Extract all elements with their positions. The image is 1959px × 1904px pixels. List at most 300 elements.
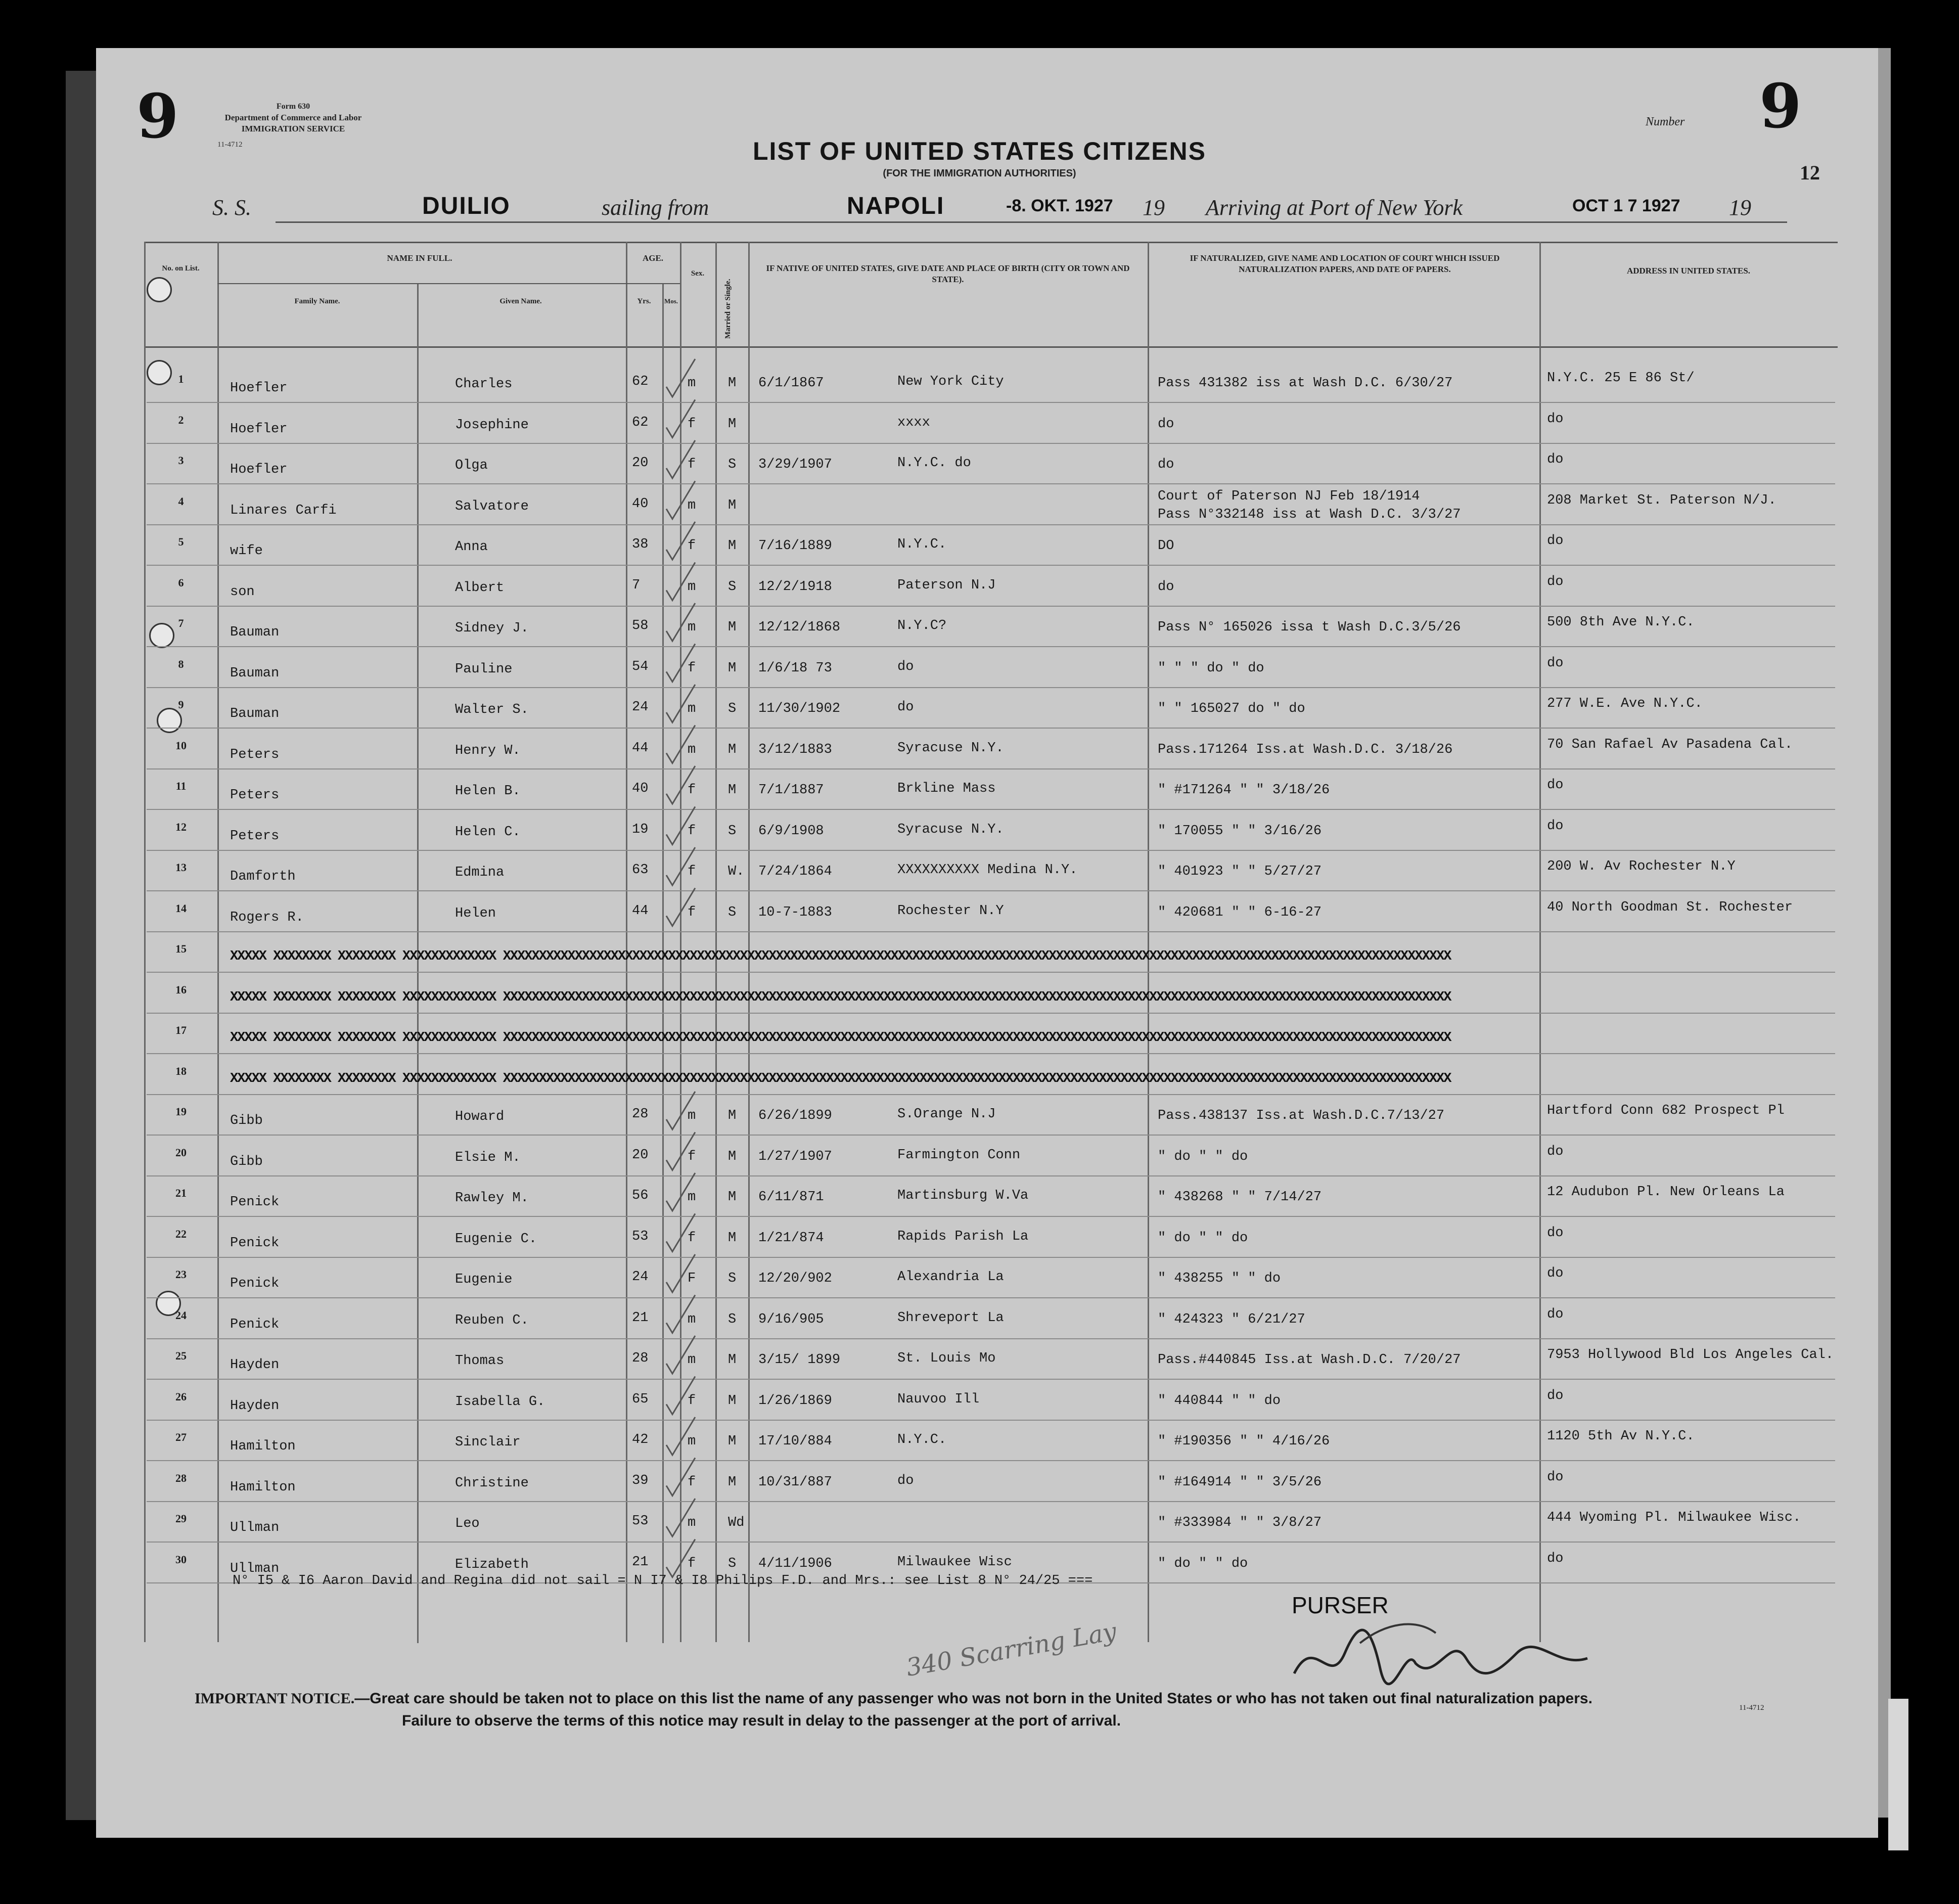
family-name: Peters (230, 788, 280, 803)
age-years: 58 (632, 618, 649, 633)
us-address: do (1547, 533, 1564, 549)
row-number: 6 (178, 576, 184, 589)
row-rule (147, 1460, 1835, 1461)
page-subtitle: (FOR THE IMMIGRATION AUTHORITIES) (883, 168, 1076, 179)
given-name: Helen B. (455, 784, 521, 799)
marital-status: M (728, 1434, 737, 1449)
marital-status: S (728, 457, 737, 472)
col-header-native: IF NATIVE OF UNITED STATES, GIVE DATE AND PLACE OF BIRTH (CITY OR TOWN AND STATE). (766, 263, 1130, 284)
us-address: 208 Market St. Paterson N/J. (1547, 492, 1776, 508)
age-years: 24 (632, 1270, 649, 1285)
us-address: do (1547, 1551, 1564, 1566)
year-suffix: 19 (1143, 195, 1165, 220)
marital-status: M (728, 620, 737, 635)
age-years: 40 (632, 496, 649, 512)
naturalization-info: Pass 431382 iss at Wash D.C. 6/30/27 (1158, 376, 1453, 391)
sex: f (688, 823, 696, 839)
naturalization-info: Pass N°332148 iss at Wash D.C. 3/3/27 (1158, 507, 1461, 522)
punch-hole (147, 277, 172, 302)
marital-status: M (728, 1393, 737, 1409)
row-rule (147, 728, 1835, 729)
sex: f (688, 416, 696, 432)
marital-status: S (728, 823, 737, 839)
birth-place: S.Orange N.J (897, 1107, 996, 1122)
us-address: 500 8th Ave N.Y.C. (1547, 615, 1695, 630)
marital-status: Wd (728, 1515, 745, 1530)
given-name: Edmina (455, 865, 505, 880)
page-edge-lower (1888, 1699, 1908, 1850)
naturalization-info: Pass.438137 Iss.at Wash.D.C.7/13/27 (1158, 1108, 1445, 1123)
given-name: Christine (455, 1475, 529, 1491)
us-address: do (1547, 655, 1564, 671)
us-address: 70 San Rafael Av Pasadena Cal. (1547, 737, 1793, 752)
naturalization-info: " #190356 " " 4/16/26 (1158, 1434, 1330, 1449)
sex: f (688, 538, 696, 554)
struck-row: XXXXX XXXXXXXX XXXXXXXX XXXXXXXXXXXXX XXXXXXXXXXXXXXXXXXXXXXXXXXXXXXXXXXXXXXXXXXXXXXXXXXXXXXXXXXXXXXXXXXXXXXXXXXXXXXXXXXXXXXXXXXXXXXXXXXXXXXXXXXXXXXXXXXXXXXXXXXXXXXXXXXXX (230, 949, 1451, 964)
naturalization-info: " 420681 " " 6-16-27 (1158, 904, 1322, 920)
family-name: Bauman (230, 665, 280, 681)
row-rule (147, 565, 1835, 566)
row-number: 10 (175, 739, 187, 752)
birth-date: 10-7-1883 (758, 904, 832, 920)
given-name: Anna (455, 539, 488, 555)
row-rule (147, 606, 1835, 607)
row-rule (147, 402, 1835, 403)
pencil-note: 340 Scarring Lay (904, 1617, 1119, 1683)
row-number: 20 (175, 1146, 187, 1159)
ss-label: S. S. (212, 195, 251, 220)
birth-date: 1/27/1907 (758, 1149, 832, 1164)
binding-strip (66, 71, 96, 1820)
col-rule (1539, 242, 1541, 1642)
given-name: Albert (455, 580, 505, 596)
page-number: 12 (1800, 161, 1820, 184)
naturalization-info: Pass.171264 Iss.at Wash.D.C. 3/18/26 (1158, 742, 1453, 757)
age-years: 44 (632, 740, 649, 756)
us-address: N.Y.C. 25 E 86 St/ (1547, 371, 1695, 386)
row-rule (147, 768, 1835, 769)
birth-place: Syracuse N.Y. (897, 740, 1004, 756)
birth-place: Paterson N.J (897, 577, 996, 593)
row-number: 19 (175, 1105, 187, 1118)
row-rule (147, 483, 1835, 484)
us-address: do (1547, 411, 1564, 427)
row-number: 30 (175, 1553, 187, 1566)
given-name: Walter S. (455, 702, 529, 717)
us-address: 7953 Hollywood Bld Los Angeles Cal. (1547, 1347, 1834, 1363)
table-header-rule (144, 346, 1838, 348)
birth-place: Shreveport La (897, 1310, 1004, 1326)
list-number-right: 9 (1759, 71, 1802, 142)
birth-place: N.Y.C. (897, 1432, 947, 1447)
row-rule (147, 1338, 1835, 1339)
birth-date: 3/29/1907 (758, 457, 832, 472)
us-address: Hartford Conn 682 Prospect Pl (1547, 1103, 1785, 1118)
given-name: Henry W. (455, 743, 521, 758)
col-rule (217, 242, 219, 1642)
purser-signature (1284, 1613, 1598, 1699)
sex: m (688, 1190, 696, 1205)
us-address: do (1547, 1469, 1564, 1485)
us-address: 1120 5th Av N.Y.C. (1547, 1429, 1695, 1444)
birth-date: 6/26/1899 (758, 1108, 832, 1123)
naturalization-info: " do " " do (1158, 1230, 1248, 1246)
sex: m (688, 376, 696, 391)
birth-date: 12/12/1868 (758, 620, 841, 635)
family-name: Hamilton (230, 1479, 296, 1495)
us-address: 277 W.E. Ave N.Y.C. (1547, 696, 1703, 711)
col-rule (748, 242, 750, 1642)
given-name: Josephine (455, 417, 529, 433)
birth-place: Farmington Conn (897, 1147, 1021, 1163)
family-name: Peters (230, 828, 280, 844)
form-line: IMMIGRATION SERVICE (241, 124, 345, 133)
form-line: Department of Commerce and Labor (224, 113, 362, 122)
page-title: LIST OF UNITED STATES CITIZENS (752, 137, 1207, 165)
family-name: Penick (230, 1276, 280, 1291)
birth-date: 4/11/1906 (758, 1556, 832, 1571)
given-name: Isabella G. (455, 1394, 545, 1410)
family-name: Damforth (230, 869, 296, 884)
footnote: N° I5 & I6 Aaron David and Regina did not sail = N I7 & I8 Philips F.D. and Mrs.: see List 8 N° 24/25 === (233, 1573, 1093, 1589)
ship-name: DUILIO (422, 193, 511, 219)
naturalization-info: Pass.#440845 Iss.at Wash.D.C. 7/20/27 (1158, 1352, 1461, 1368)
birth-date: 1/6/18 73 (758, 660, 832, 676)
naturalization-info: " #333984 " " 3/8/27 (1158, 1515, 1322, 1530)
marital-status: S (728, 904, 737, 920)
row-number: 2 (178, 413, 184, 426)
notice-text-2: Failure to observe the terms of this notice may result in delay to the passenger at the port of arrival. (402, 1712, 1121, 1729)
marital-status: M (728, 1108, 737, 1123)
us-address: do (1547, 1225, 1564, 1241)
row-number: 18 (175, 1064, 187, 1077)
age-years: 62 (632, 374, 649, 389)
row-rule (147, 687, 1835, 688)
sex: m (688, 1434, 696, 1449)
birth-date: 10/31/887 (758, 1474, 832, 1490)
age-years: 28 (632, 1107, 649, 1122)
row-number: 9 (178, 698, 184, 711)
col-header-naturalized: IF NATURALIZED, GIVE NAME AND LOCATION OF COURT WHICH ISSUED NATURALIZATION PAPERS, AND DATE OF PAPERS. (1190, 253, 1500, 274)
birth-date: 6/11/871 (758, 1190, 824, 1205)
marital-status: M (728, 1149, 737, 1164)
marital-status: S (728, 1271, 737, 1286)
row-number: 12 (175, 820, 187, 833)
row-rule (147, 1257, 1835, 1258)
family-name: son (230, 584, 255, 600)
birth-place: Nauvoo Ill (897, 1391, 980, 1407)
birth-date: 7/16/1889 (758, 538, 832, 554)
us-address: do (1547, 818, 1564, 834)
naturalization-info: " 424323 " 6/21/27 (1158, 1311, 1305, 1327)
family-name: Hoefler (230, 381, 288, 396)
given-name: Reuben C. (455, 1312, 529, 1328)
arrival-date-stamp: OCT 1 7 1927 (1572, 196, 1680, 215)
birth-place: do (897, 1473, 914, 1488)
row-rule (147, 1542, 1835, 1543)
given-name: Thomas (455, 1353, 505, 1369)
sex: f (688, 864, 696, 879)
year-suffix: 19 (1729, 195, 1751, 220)
sex: m (688, 579, 696, 595)
naturalization-info: " " 165027 do " do (1158, 701, 1305, 716)
marital-status: M (728, 1230, 737, 1246)
form-line: Form 630 (276, 102, 310, 111)
row-number: 14 (175, 901, 187, 915)
family-name: Gibb (230, 1113, 263, 1128)
us-address: do (1547, 1306, 1564, 1322)
given-name: Helen (455, 905, 496, 921)
naturalization-info: " 438268 " " 7/14/27 (1158, 1190, 1322, 1205)
family-name: Peters (230, 747, 280, 762)
marital-status: M (728, 416, 737, 432)
naturalization-info: " " " do " do (1158, 660, 1264, 676)
birth-date: 9/16/905 (758, 1311, 824, 1327)
birth-date: 6/1/1867 (758, 376, 824, 391)
row-number: 17 (175, 1024, 187, 1036)
age-years: 21 (632, 1554, 649, 1570)
name-age-subrule (217, 283, 680, 284)
sex: f (688, 1393, 696, 1409)
age-years: 39 (632, 1473, 649, 1488)
birth-place: Alexandria La (897, 1270, 1004, 1285)
col-header-married: Married or Single. (724, 279, 732, 339)
given-name: Helen C. (455, 824, 521, 840)
row-rule (147, 1216, 1835, 1217)
given-name: Eugenie C. (455, 1231, 537, 1247)
us-address: do (1547, 452, 1564, 467)
birth-place: St. Louis Mo (897, 1351, 996, 1366)
naturalization-info: " 401923 " " 5/27/27 (1158, 864, 1322, 879)
marital-status: S (728, 1311, 737, 1327)
given-name: Rawley M. (455, 1191, 529, 1206)
given-name: Pauline (455, 661, 513, 677)
punch-hole (157, 708, 182, 733)
marital-status: M (728, 497, 737, 513)
us-address: 12 Audubon Pl. New Orleans La (1547, 1185, 1785, 1200)
birth-date: 12/2/1918 (758, 579, 832, 595)
col-header-age: AGE. (642, 253, 664, 263)
ship-line-rule (276, 221, 1787, 223)
struck-row: XXXXX XXXXXXXX XXXXXXXX XXXXXXXXXXXXX XXXXXXXXXXXXXXXXXXXXXXXXXXXXXXXXXXXXXXXXXXXXXXXXXXXXXXXXXXXXXXXXXXXXXXXXXXXXXXXXXXXXXXXXXXXXXXXXXXXXXXXXXXXXXXXXXXXXXXXXXXXXXXXXXXXX (230, 989, 1451, 1005)
row-number: 26 (175, 1390, 187, 1403)
family-name: Ullman (230, 1520, 280, 1535)
birth-date: 7/1/1887 (758, 783, 824, 798)
table-top-rule (144, 242, 1838, 243)
birth-date: 17/10/884 (758, 1434, 832, 1449)
row-number: 24 (175, 1308, 187, 1322)
age-years: 65 (632, 1391, 649, 1407)
row-rule (147, 931, 1835, 932)
family-name: Hayden (230, 1398, 280, 1414)
row-number: 3 (178, 454, 184, 467)
col-header-name: NAME IN FULL. (387, 253, 452, 263)
col-header-no: No. on List. (162, 264, 200, 273)
sex: m (688, 497, 696, 513)
sex: f (688, 1230, 696, 1246)
age-years: 20 (632, 456, 649, 471)
age-years: 28 (632, 1351, 649, 1366)
family-name: wife (230, 543, 263, 559)
sex: m (688, 1311, 696, 1327)
struck-row: XXXXX XXXXXXXX XXXXXXXX XXXXXXXXXXXXX XXXXXXXXXXXXXXXXXXXXXXXXXXXXXXXXXXXXXXXXXXXXXXXXXXXXXXXXXXXXXXXXXXXXXXXXXXXXXXXXXXXXXXXXXXXXXXXXXXXXXXXXXXXXXXXXXXXXXXXXXXXXXXXXXXXX (230, 1030, 1451, 1046)
age-years: 20 (632, 1147, 649, 1163)
marital-status: M (728, 1190, 737, 1205)
family-name: Bauman (230, 706, 280, 721)
birth-date: 12/20/902 (758, 1271, 832, 1286)
age-years: 21 (632, 1310, 649, 1326)
list-number-left: 9 (136, 81, 179, 152)
birth-place: N.Y.C. (897, 537, 947, 552)
given-name: Elsie M. (455, 1150, 521, 1165)
row-number: 13 (175, 861, 187, 874)
marital-status: M (728, 742, 737, 757)
marital-status: M (728, 783, 737, 798)
birth-place: xxxx (897, 415, 930, 430)
birth-place: Milwaukee Wisc (897, 1554, 1012, 1570)
us-address: do (1547, 1388, 1564, 1403)
naturalization-info: " #171264 " " 3/18/26 (1158, 783, 1330, 798)
birth-place: do (897, 700, 914, 715)
row-rule (147, 809, 1835, 810)
row-number: 23 (175, 1268, 187, 1281)
col-header-yrs: Yrs. (637, 297, 651, 305)
age-years: 53 (632, 1514, 649, 1529)
age-years: 56 (632, 1188, 649, 1203)
row-number: 15 (175, 942, 187, 955)
row-rule (147, 850, 1835, 851)
birth-place: Rochester N.Y (897, 903, 1004, 919)
row-rule (147, 443, 1835, 444)
us-address: do (1547, 1144, 1564, 1159)
purser-label: PURSER (1292, 1592, 1389, 1618)
row-rule (147, 524, 1835, 525)
naturalization-info: do (1158, 416, 1174, 432)
birth-place: Rapids Parish La (897, 1229, 1029, 1244)
col-rule (144, 242, 146, 1642)
age-years: 54 (632, 659, 649, 674)
family-name: Penick (230, 1195, 280, 1210)
family-name: Penick (230, 1317, 280, 1332)
row-rule (147, 890, 1835, 891)
row-number: 25 (175, 1349, 187, 1362)
birth-date: 7/24/1864 (758, 864, 832, 879)
row-rule (147, 1379, 1835, 1380)
birth-place: Brkline Mass (897, 781, 996, 796)
family-name: Hoefler (230, 421, 288, 437)
col-header-address: ADDRESS IN UNITED STATES. (1626, 266, 1751, 276)
us-address: do (1547, 574, 1564, 590)
family-name: Hoefler (230, 462, 288, 477)
sex: f (688, 457, 696, 472)
birth-place: Syracuse N.Y. (897, 822, 1004, 837)
struck-row: XXXXX XXXXXXXX XXXXXXXX XXXXXXXXXXXXX XXXXXXXXXXXXXXXXXXXXXXXXXXXXXXXXXXXXXXXXXXXXXXXXXXXXXXXXXXXXXXXXXXXXXXXXXXXXXXXXXXXXXXXXXXXXXXXXXXXXXXXXXXXXXXXXXXXXXXXXXXXXXXXXXXXX (230, 1071, 1451, 1086)
sex: f (688, 1149, 696, 1164)
notice-lead: IMPORTANT NOTICE. (195, 1690, 355, 1707)
naturalization-info: " do " " do (1158, 1556, 1248, 1571)
col-rule (680, 242, 681, 1642)
row-number: 11 (175, 780, 187, 792)
sex: f (688, 904, 696, 920)
col-header-sex: Sex. (691, 269, 705, 278)
naturalization-info: " 170055 " " 3/16/26 (1158, 823, 1322, 839)
sex: f (688, 660, 696, 676)
row-rule (147, 1013, 1835, 1014)
row-number: 16 (175, 983, 187, 996)
marital-status: M (728, 1474, 737, 1490)
birth-date: 3/12/1883 (758, 742, 832, 757)
form-header (192, 101, 394, 134)
birth-date: 1/26/1869 (758, 1393, 832, 1409)
age-years: 44 (632, 903, 649, 919)
naturalization-info: " do " " do (1158, 1149, 1248, 1164)
row-rule (147, 1053, 1835, 1054)
departure-port: NAPOLI (847, 193, 945, 219)
age-years: 7 (632, 577, 641, 593)
given-name: Sinclair (455, 1435, 521, 1450)
age-years: 62 (632, 415, 649, 430)
sex: m (688, 1108, 696, 1123)
sex: f (688, 1474, 696, 1490)
family-name: Penick (230, 1235, 280, 1251)
col-header-family: Family Name. (294, 297, 340, 305)
sex: m (688, 1352, 696, 1368)
row-rule (147, 972, 1835, 973)
marital-status: S (728, 1556, 737, 1571)
age-years: 53 (632, 1229, 649, 1244)
family-name: Gibb (230, 1154, 263, 1169)
row-number: 22 (175, 1227, 187, 1240)
us-address: 200 W. Av Rochester N.Y (1547, 859, 1736, 874)
sailing-date-stamp: -8. OKT. 1927 (1006, 196, 1113, 215)
us-address: 444 Wyoming Pl. Milwaukee Wisc. (1547, 1510, 1801, 1525)
page-edge (1878, 48, 1891, 1818)
col-header-given: Given Name. (499, 297, 542, 305)
col-rule (626, 242, 627, 1642)
form-code: 11-4712 (217, 141, 243, 149)
us-address: do (1547, 778, 1564, 793)
row-number: 29 (175, 1512, 187, 1525)
naturalization-info: Court of Paterson NJ Feb 18/1914 (1158, 488, 1420, 504)
row-number: 27 (175, 1431, 187, 1443)
row-rule (147, 1175, 1835, 1176)
row-rule (147, 1420, 1835, 1421)
family-name: Hamilton (230, 1439, 296, 1454)
row-rule (147, 1135, 1835, 1136)
given-name: Elizabeth (455, 1557, 529, 1572)
row-rule (147, 1094, 1835, 1095)
row-rule (147, 646, 1835, 647)
birth-date: 11/30/1902 (758, 701, 841, 716)
col-rule (715, 242, 717, 1642)
row-number: 7 (178, 617, 184, 629)
family-name: Linares Carfi (230, 503, 337, 518)
row-number: 4 (178, 494, 184, 508)
number-label: Number (1646, 115, 1685, 128)
naturalization-info: do (1158, 457, 1174, 472)
naturalization-info: DO (1158, 538, 1174, 554)
row-number: 5 (178, 535, 184, 548)
sex: m (688, 742, 696, 757)
marital-status: W. (728, 864, 745, 879)
row-number: 21 (175, 1187, 187, 1199)
col-header-mos: Mos. (664, 297, 678, 305)
family-name: Hayden (230, 1357, 280, 1373)
marital-status: M (728, 538, 737, 554)
age-years: 40 (632, 781, 649, 796)
row-rule (147, 1297, 1835, 1298)
sex: m (688, 1515, 696, 1530)
